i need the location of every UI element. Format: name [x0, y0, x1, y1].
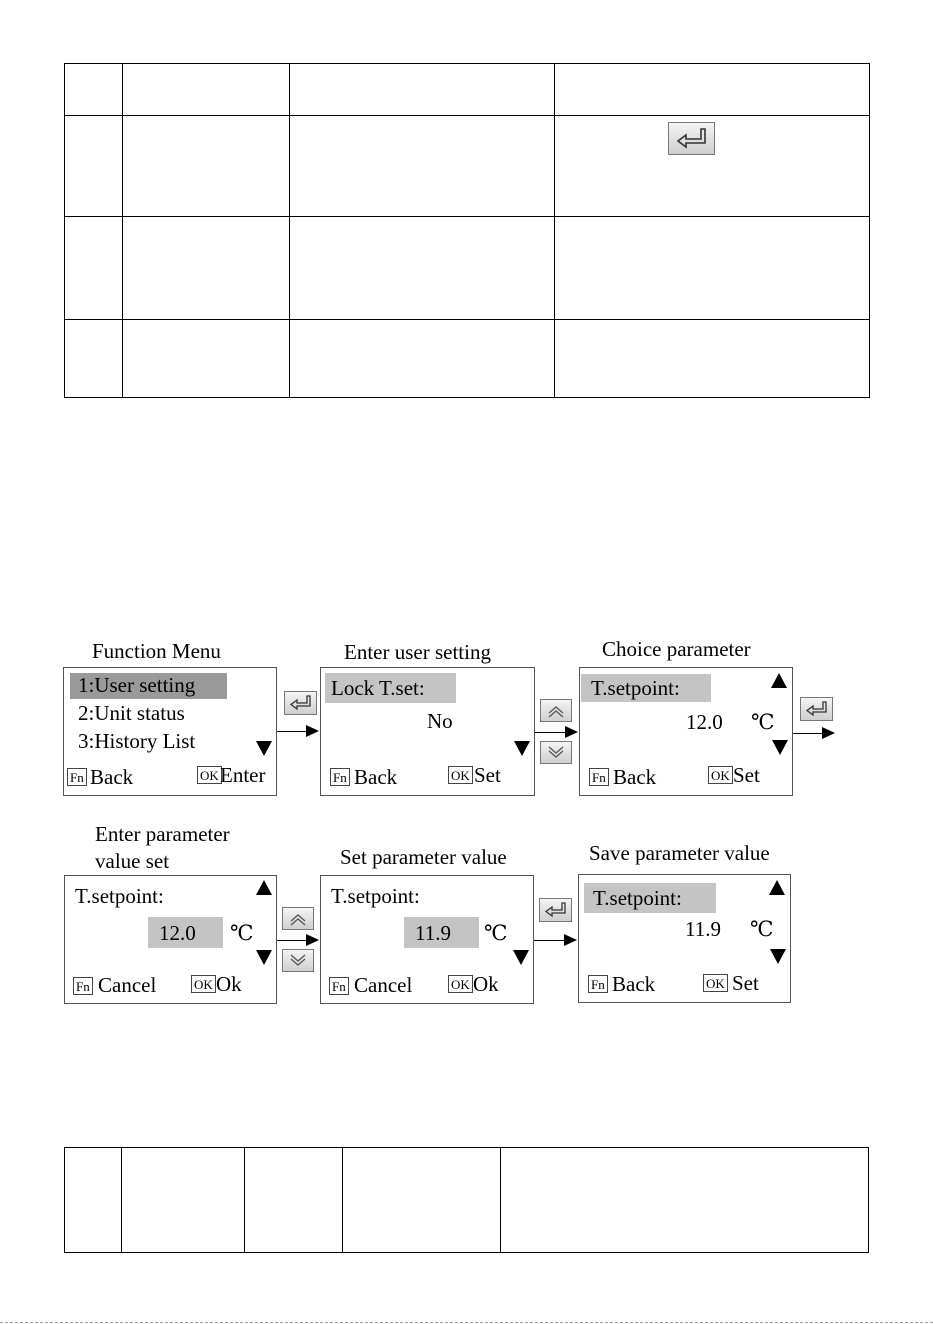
ok-key-label: Ok [216, 972, 242, 996]
ok-key-label: Set [474, 763, 501, 787]
flow-arrow [793, 733, 823, 734]
ok-key-label: Set [733, 763, 760, 787]
menu-item-history-list[interactable]: 3:History List [78, 729, 196, 753]
fn-key-icon: Fn [73, 977, 93, 995]
lcd-screen-save-value [578, 874, 791, 1003]
lock-tset-label: Lock T.set: [331, 676, 425, 700]
celsius-unit: ℃ [484, 921, 508, 945]
parameter-label: T.setpoint: [75, 884, 164, 908]
menu-item-user-setting[interactable]: 1:User setting [78, 673, 196, 697]
ok-key-icon: OK [703, 974, 728, 992]
lock-tset-value: No [427, 709, 453, 733]
ok-key-icon: OK [197, 766, 222, 784]
fn-key-label: Back [612, 972, 656, 996]
triangle-up-icon [769, 880, 785, 895]
fn-key-icon: Fn [329, 977, 349, 995]
ok-key-label: Enter [220, 763, 266, 787]
screen-caption: Choice parameter [602, 637, 751, 661]
ok-key-icon: OK [191, 975, 216, 993]
triangle-down-icon [514, 741, 530, 756]
triangle-down-icon [256, 950, 272, 965]
ok-key-icon: OK [448, 975, 473, 993]
parameter-value: 12.0 [159, 921, 196, 945]
fn-key-icon: Fn [588, 975, 608, 993]
page-edge-divider [0, 1322, 933, 1323]
lcd-screen-user-setting [320, 667, 535, 796]
arrow-head-icon [565, 726, 578, 738]
lcd-screen-function-menu [63, 667, 277, 796]
fn-key-icon: Fn [67, 768, 87, 786]
parameter-value: 11.9 [685, 917, 721, 941]
parameter-label: T.setpoint: [591, 676, 680, 700]
arrow-head-icon [306, 934, 319, 946]
screen-caption: Enter parameter [95, 822, 230, 846]
bottom-table-cell [122, 1148, 245, 1253]
screen-caption: Function Menu [92, 639, 221, 663]
arrow-head-icon [822, 727, 835, 739]
flow-arrow [534, 940, 565, 941]
lcd-screen-enter-value-set [64, 875, 277, 1004]
up-key-icon [540, 699, 572, 722]
menu-item-unit-status[interactable]: 2:Unit status [78, 701, 185, 725]
fn-key-label: Cancel [354, 973, 413, 997]
fn-key-label: Back [613, 765, 657, 789]
flow-arrow [535, 732, 566, 733]
ok-key-icon: OK [448, 766, 473, 784]
enter-key-icon [539, 898, 572, 922]
screen-caption: value set [95, 849, 170, 873]
triangle-down-icon [513, 950, 529, 965]
ok-key-icon: OK [708, 766, 733, 784]
flow-arrow [277, 940, 307, 941]
bottom-table-cell [501, 1148, 869, 1253]
lcd-screen-choice-parameter [579, 667, 793, 796]
celsius-unit: ℃ [750, 917, 774, 941]
arrow-head-icon [564, 934, 577, 946]
triangle-down-icon [772, 740, 788, 755]
down-key-icon [282, 949, 314, 972]
bottom-table-cell [245, 1148, 343, 1253]
ok-key-label: Set [732, 971, 759, 995]
triangle-down-icon [770, 949, 786, 964]
triangle-up-icon [256, 880, 272, 895]
celsius-unit: ℃ [230, 921, 254, 945]
fn-key-label: Cancel [98, 973, 157, 997]
up-key-icon [282, 907, 314, 930]
bottom-table-cell [343, 1148, 501, 1253]
parameter-label: T.setpoint: [331, 884, 420, 908]
parameter-value: 11.9 [415, 921, 451, 945]
fn-key-label: Back [90, 765, 134, 789]
screen-caption: Enter user setting [344, 640, 491, 664]
down-key-icon [540, 741, 572, 764]
parameter-value: 12.0 [686, 710, 723, 734]
arrow-head-icon [306, 725, 319, 737]
fn-key-icon: Fn [589, 768, 609, 786]
triangle-up-icon [771, 673, 787, 688]
enter-key-icon [800, 697, 833, 721]
flow-arrow [277, 731, 307, 732]
lcd-screen-set-value [320, 875, 534, 1004]
screen-caption: Save parameter value [589, 841, 770, 865]
fn-key-icon: Fn [330, 768, 350, 786]
celsius-unit: ℃ [751, 710, 775, 734]
enter-key-icon [284, 691, 317, 715]
parameter-label: T.setpoint: [593, 886, 682, 910]
fn-key-label: Back [354, 765, 398, 789]
bottom-table [64, 1147, 869, 1253]
screen-caption: Set parameter value [340, 845, 507, 869]
bottom-table-cell [65, 1148, 122, 1253]
ok-key-label: Ok [473, 972, 499, 996]
triangle-down-icon [256, 741, 272, 756]
